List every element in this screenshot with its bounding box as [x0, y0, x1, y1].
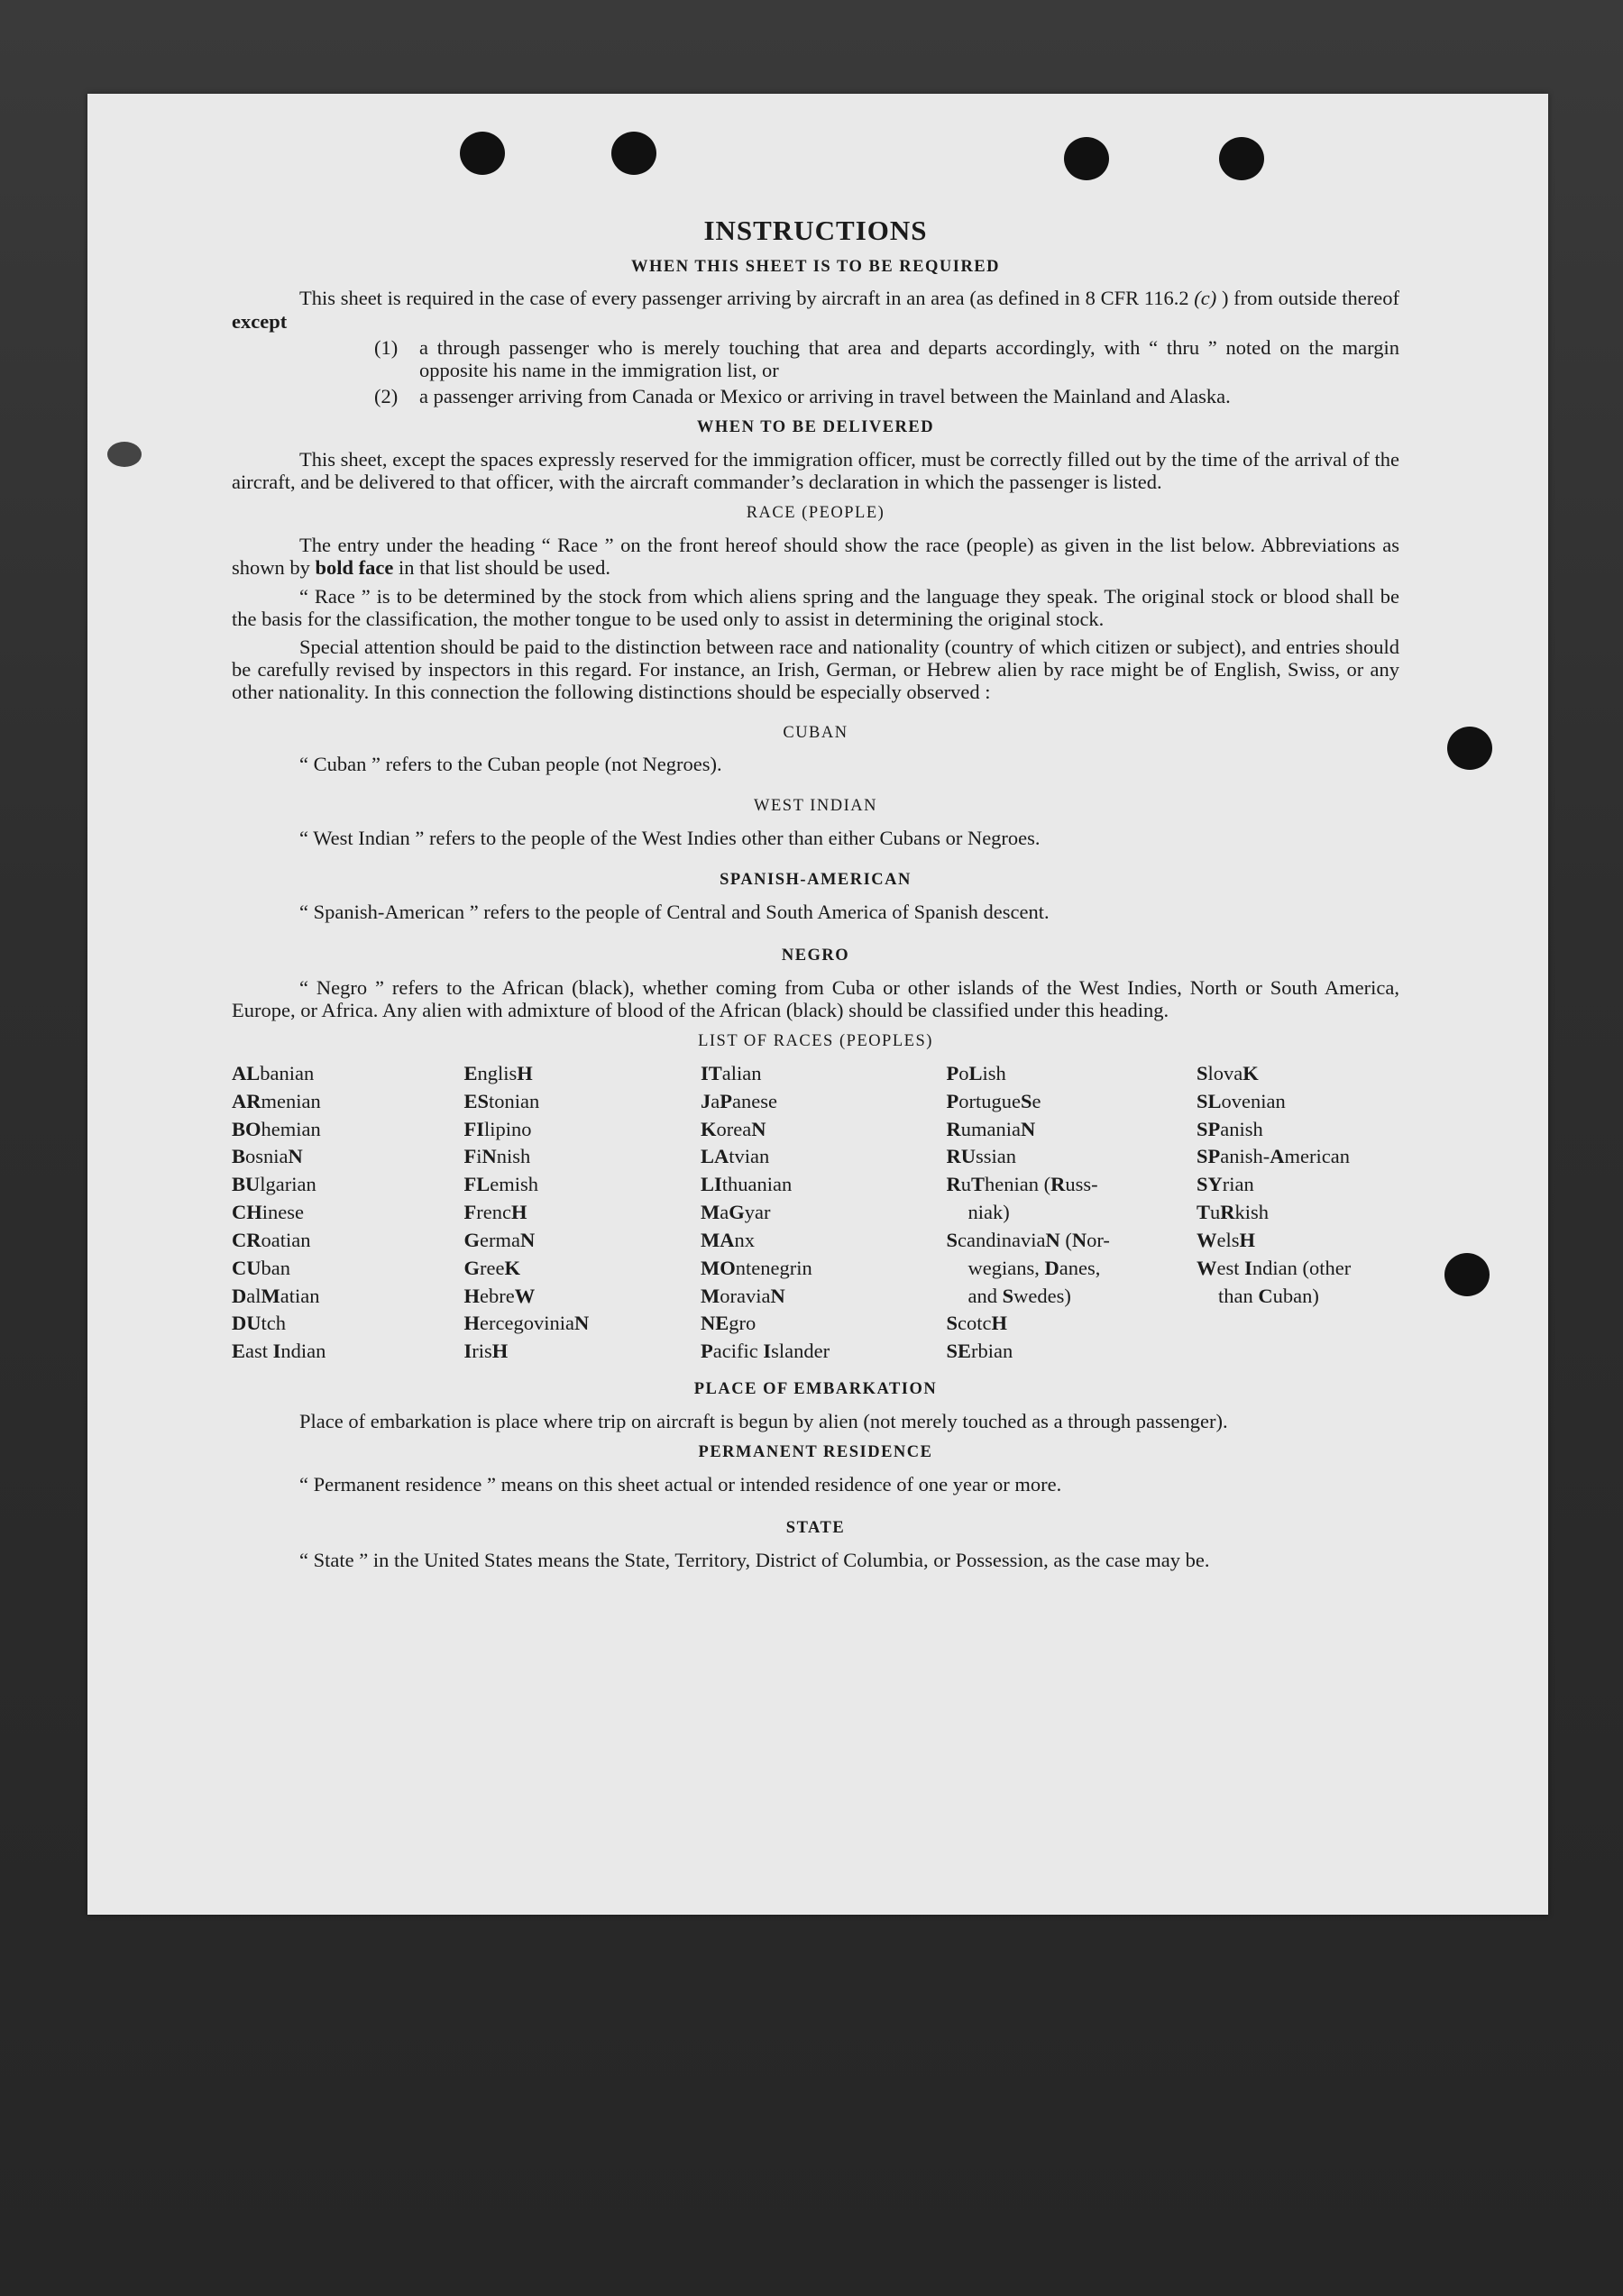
race-entry: LIthuanian: [701, 1173, 793, 1196]
race-entry: CRoatian: [232, 1228, 311, 1251]
section-heading-spanish-american: SPANISH-AMERICAN: [720, 871, 912, 890]
page-title: INSTRUCTIONS: [703, 215, 928, 246]
section-heading-state: STATE: [785, 1518, 846, 1537]
punch-hole: [1064, 137, 1109, 180]
exception-item: (1) a through passenger who is merely touching that area and departs accordingly, with “ thru ” noted on the margin opposite his name in the immigration list, or: [374, 335, 1399, 381]
race-entry: ALbanian: [232, 1062, 315, 1085]
race-entry: RumaniaN: [946, 1117, 1036, 1140]
section-heading-required: WHEN THIS SHEET IS TO BE REQUIRED: [630, 257, 1001, 276]
race-entry: EnglisH: [463, 1062, 533, 1085]
race-entry: BosniaN: [232, 1145, 303, 1168]
section-heading-negro: NEGRO: [781, 947, 850, 965]
race-paragraph: The entry under the heading “ Race ” on the front hereof should show the race (people) as given in the list below. Abbreviations as shown by bold face in that list should be used.: [232, 534, 1399, 580]
race-entry: FLemish: [463, 1173, 539, 1196]
race-entry: niak): [967, 1201, 1010, 1224]
race-entry: EStonian: [463, 1089, 540, 1112]
race-entry: SYrian: [1197, 1173, 1254, 1196]
race-entry: IrisH: [463, 1340, 509, 1363]
punch-hole: [1447, 727, 1492, 770]
race-entry: SErbian: [946, 1340, 1013, 1363]
race-entry: MaGyar: [701, 1201, 771, 1224]
race-entry: Pacific Islander: [701, 1340, 830, 1363]
punch-hole: [611, 132, 656, 175]
punch-hole: [1444, 1253, 1490, 1296]
race-entry: GreeK: [463, 1256, 520, 1279]
race-entry: FiNnish: [463, 1145, 531, 1168]
document-body: [232, 215, 1399, 1571]
race-entry: LAtvian: [701, 1145, 770, 1168]
race-entry: PoLish: [946, 1062, 1006, 1085]
race-entry: than Cuban): [1218, 1284, 1319, 1307]
race-entry: SPanish: [1197, 1117, 1263, 1140]
race-entry: BOhemian: [232, 1117, 321, 1140]
state-text: “ State ” in the United States means the State, Territory, District of Columbia, or Possession, as the case may be.: [299, 1548, 1210, 1571]
race-entry: CHinese: [232, 1201, 304, 1224]
race-entry: JaPanese: [701, 1089, 777, 1112]
race-entry: FrencH: [463, 1201, 527, 1224]
punch-hole: [460, 132, 505, 175]
section-heading-residence: PERMANENT RESIDENCE: [698, 1442, 933, 1461]
race-paragraph: Special attention should be paid to the distinction between race and nationality (country of which citizen or subject), and entries should be carefully revised by inspectors in this regard. For instance, an Irish, German, or Hebrew alien by race might be of English, Swiss, or any other nationality. In this connection the following distinctions should be especially observed :: [232, 635, 1399, 704]
race-entry: wegians, Danes,: [967, 1256, 1101, 1279]
race-entry: ITalian: [701, 1062, 762, 1085]
race-entry: TuRkish: [1197, 1201, 1270, 1224]
race-entry: MoraviaN: [701, 1284, 785, 1307]
exception-item: (2) a passenger arriving from Canada or Mexico or arriving in travel between the Mainland and Alaska.: [374, 385, 1231, 408]
race-entry: and Swedes): [967, 1284, 1071, 1307]
race-entry: SPanish-American: [1197, 1145, 1350, 1168]
cuban-text: “ Cuban ” refers to the Cuban people (not Negroes).: [299, 753, 722, 776]
race-entry: WelsH: [1197, 1228, 1256, 1251]
race-entry: SLovenian: [1197, 1089, 1286, 1112]
race-entry: ScotcH: [946, 1312, 1008, 1335]
race-entry: HebreW: [463, 1284, 536, 1307]
section-heading-embarkation: PLACE OF EMBARKATION: [693, 1379, 938, 1398]
race-entry: BUlgarian: [232, 1173, 316, 1196]
race-column: [701, 1060, 940, 1366]
embarkation-text: Place of embarkation is place where trip on aircraft is begun by alien (not merely touched as a through passenger).: [299, 1409, 1228, 1432]
race-list: [232, 1060, 1399, 1366]
race-entry: RuThenian (Russ-: [946, 1173, 1098, 1196]
race-entry: DalMatian: [232, 1284, 320, 1307]
race-entry: MAnx: [701, 1228, 755, 1251]
delivered-text: This sheet, except the spaces expressly reserved for the immigration officer, must be correctly filled out by the time of the arrival of the aircraft, and be delivered to that officer, with the aircraft commander’s declaration in which the passenger is listed.: [232, 448, 1399, 494]
west-indian-text: “ West Indian ” refers to the people of the West Indies other than either Cubans or Negroes.: [299, 827, 1041, 850]
ink-smudge: [107, 442, 142, 467]
race-entry: FIlipino: [463, 1117, 532, 1140]
race-entry: DUtch: [232, 1312, 286, 1335]
race-entry: KoreaN: [701, 1117, 766, 1140]
race-column: [1197, 1060, 1399, 1366]
required-intro: This sheet is required in the case of every passenger arriving by aircraft in an area (as defined in 8 CFR 116.2 (c) ) from outside thereof except: [232, 287, 1400, 333]
race-entry: West Indian (other: [1197, 1256, 1352, 1279]
race-entry: RUssian: [946, 1145, 1016, 1168]
race-column: [464, 1060, 694, 1366]
section-heading-west-indian: WEST INDIAN: [754, 797, 877, 816]
race-entry: NEgro: [701, 1312, 756, 1335]
section-heading-cuban: CUBAN: [783, 723, 848, 742]
race-column: [232, 1060, 457, 1366]
race-entry: East Indian: [232, 1340, 326, 1363]
race-entry: SlovaK: [1197, 1062, 1259, 1085]
race-entry: HercegoviniaN: [463, 1312, 590, 1335]
race-entry: MOntenegrin: [701, 1256, 812, 1279]
section-heading-delivered: WHEN TO BE DELIVERED: [696, 418, 935, 437]
race-entry: GermaN: [463, 1228, 536, 1251]
instruction-sheet: [87, 94, 1548, 1915]
spanish-american-text: “ Spanish-American ” refers to the people of Central and South America of Spanish descent.: [299, 901, 1050, 924]
race-paragraph: “ Race ” is to be determined by the stock from which aliens spring and the language they speak. The original stock or blood shall be the basis for the classification, the mother tongue to be used only to assist in determining the original stock.: [232, 584, 1399, 630]
race-column: [947, 1060, 1190, 1366]
race-entry: PortugueSe: [946, 1089, 1041, 1112]
negro-text: “ Negro ” refers to the African (black), whether coming from Cuba or other islands of the West Indies, North or South America, Europe, or Africa. Any alien with admixture of blood of the African (black) should be classified under this heading.: [232, 975, 1399, 1022]
section-heading-race: RACE (PEOPLE): [746, 504, 885, 523]
race-entry: ARmenian: [232, 1089, 321, 1112]
residence-text: “ Permanent residence ” means on this sheet actual or intended residence of one year or more.: [299, 1472, 1062, 1496]
section-heading-list-of-races: LIST OF RACES (PEOPLES): [698, 1032, 933, 1051]
punch-hole: [1219, 137, 1264, 180]
race-entry: ScandinaviaN (Nor-: [946, 1228, 1110, 1251]
race-entry: CUban: [232, 1256, 290, 1279]
